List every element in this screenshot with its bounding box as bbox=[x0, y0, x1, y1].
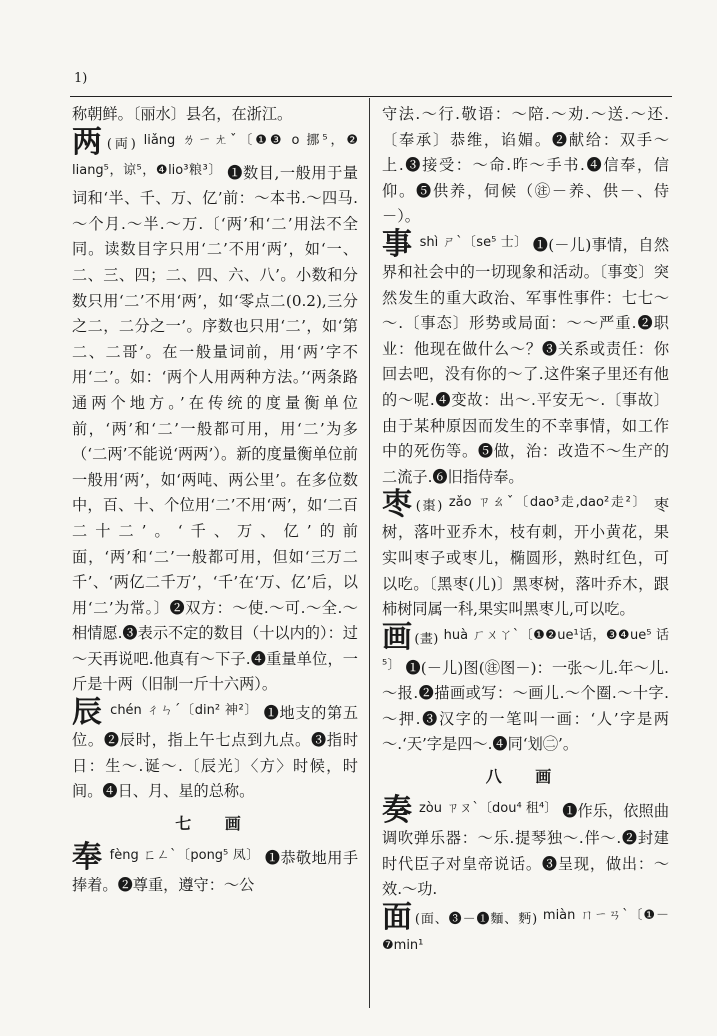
section-title-eight: 八 画 bbox=[485, 767, 566, 787]
body-zou: ❶作乐，依照曲调吹弹乐器：～乐.提琴独～.伴～.❷封建时代臣子对皇帝说话。❸呈现，做出：～效.～功. bbox=[382, 802, 670, 899]
left-column bbox=[72, 102, 358, 898]
header-rule bbox=[70, 96, 672, 97]
pron-mian: miàn ㄇㄧㄢˋ〔❶－❼min¹ bbox=[382, 907, 669, 953]
intro-text: 称朝鲜。〔丽水〕县名，在浙江。 bbox=[72, 105, 293, 123]
headword-mian: 面 bbox=[382, 899, 413, 935]
pron-zao: zǎo ㄗㄠˇ〔dao³走,dao²走²〕 bbox=[448, 495, 648, 511]
variant-liang: (両) bbox=[106, 136, 136, 152]
entry-liang bbox=[72, 124, 359, 698]
variant-mian: (面、❸－❶麵、麪) bbox=[414, 911, 538, 927]
headword-liang: 两 bbox=[72, 124, 105, 160]
entry-chen bbox=[72, 695, 359, 805]
pron-zou: zòu ㄗㄡˋ〔dou⁴ 租⁴〕 bbox=[418, 801, 558, 817]
cont-feng: 守法.～行.敬语：～陪.～劝.～送.～还.〔奉承〕恭维，谄媚。❷献给：双手～上.❸接受：～命.昨～手书.❹信奉，信仰。❺供养，伺候（㊟－养、供－、侍－）。 bbox=[382, 105, 669, 226]
body-feng: ❶恭敬地用手捧着。❷尊重，遵守：～公 bbox=[72, 848, 359, 894]
pron-hua: huà ㄏㄨㄚˋ〔❶❷ue¹话，❸❹ue⁵ 话⁵〕 bbox=[382, 627, 669, 673]
entry-shi bbox=[382, 226, 670, 490]
column-divider bbox=[369, 98, 370, 1008]
pron-chen: chén ㄔㄣˊ〔din² 神²〕 bbox=[110, 703, 259, 719]
entry-hua bbox=[382, 619, 670, 758]
page-number: 1) bbox=[74, 71, 88, 86]
variant-zao: (棗) bbox=[415, 499, 443, 515]
headword-zao: 枣 bbox=[382, 487, 414, 523]
body-chen: ❶地支的第五位。❷辰时，指上午七点到九点。❸指时日：生～.诞～.〔辰光〕〈方〉时候，时间。❹日、月、星的总称。 bbox=[72, 704, 359, 801]
body-zao: 枣树，落叶亚乔木，枝有刺，开小黄花，果实叫枣子或枣儿，椭圆形，熟时红色，可以吃。〔黑枣(儿)〕黑枣树，落叶乔木，跟柿树同属一科,果实叫黑枣儿,可以吃。 bbox=[382, 496, 669, 619]
headword-hua: 画 bbox=[382, 619, 413, 655]
headword-feng: 奉 bbox=[72, 839, 103, 875]
pron-liang: liǎng ㄌㄧㄤˇ〔❶❸ o 挪⁵，❷ liang⁵，谅⁵，❹lio³粮³〕 bbox=[72, 132, 358, 178]
pron-feng: fèng ㄈㄥˋ〔pong⁵ 凤〕 bbox=[109, 847, 260, 863]
headword-shi: 事 bbox=[382, 226, 413, 262]
variant-hua: (畫) bbox=[414, 631, 439, 647]
pron-shi: shì ㄕˋ〔se⁵ 士〕 bbox=[419, 234, 528, 250]
headword-chen: 辰 bbox=[72, 695, 103, 731]
section-title-seven: 七 画 bbox=[175, 813, 255, 833]
entry-zao bbox=[382, 487, 669, 622]
body-liang: ❶数目,一般用于量词和‘半、千、万、亿’前：～本书.～四马.～个月.～半.～万.〔‘两’和‘二’用法不全同。读数目字只用‘二’不用‘两’，如‘一、二、三、四；二、四、六、八’。小数和分数只用‘二’不用‘两’，如‘零点二(0.2),三分之二，二分之一’。序数也只用‘二’，如‘第二、二哥’。在一般量词前，用‘两’字不用‘二’。如：‘两个人用两种方法。’‘两条路通两个地方。’在传统的度量衡单位前，‘两’和‘二’一般都可用，用‘二’为多（‘二两’不能说‘两两’）。新的度量衡单位前一般用‘两’，如‘两吨、两公里’。在多位数中，百、十、个位用‘二’不用‘两’，如‘二百二十二’。‘千、万、亿’的前面，‘两’和‘二’一般都可用，但如‘三万二千’、‘两亿二千万’，‘千’在‘万、亿’后，以用‘二’为常。〕❷双方：～使.～可.～全.～相情愿.❸表示不定的数目（十以内的）：过～天再说吧.他真有～下子.❹重量单位，一斤是十两（旧制一斤十六两）。 bbox=[72, 163, 359, 694]
entry-feng bbox=[72, 839, 359, 899]
headword-zou: 奏 bbox=[382, 793, 413, 829]
body-shi: ❶(－儿)事情，自然界和社会中的一切现象和活动。〔事变〕突然发生的重大政治、军事性事件：七七～～.〔事态〕形势或局面：～～严重.❷职业：他现在做什么～？❸关系或责任：你回去吧，没有你的～了.这件案子里还有他的～呢.❹变故：出～.平安无～.〔事故〕由于某种原因而发生的不幸事情，如工作中的死伤等。❺做，治：改造不～生产的二流子.❻旧指侍奉。 bbox=[382, 235, 670, 486]
right-column bbox=[382, 102, 669, 961]
body-hua: ❶(－儿)图(㊟图－)：一张～儿.年～儿.～报.❷描画或写：～画儿.～个圈.～十字.～押.❸汉字的一笔叫一画：‘人’字是两～.‘天’字是四～.❹同‘划㊁’。 bbox=[382, 658, 670, 754]
entry-zou bbox=[382, 793, 670, 903]
entry-mian bbox=[382, 899, 669, 962]
